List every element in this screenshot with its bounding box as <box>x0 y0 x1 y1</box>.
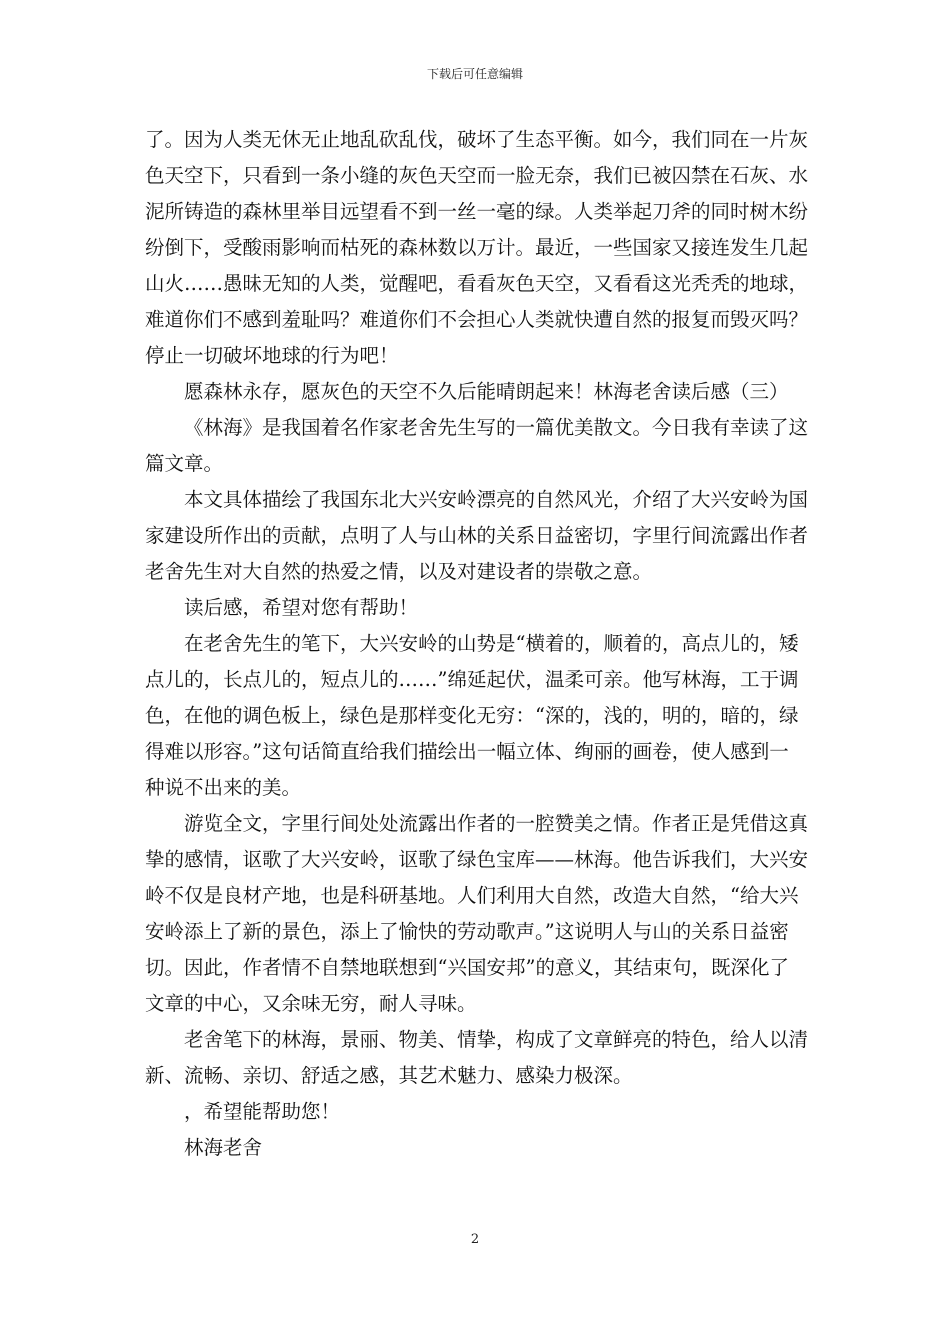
text-line: 新、流畅、亲切、舒适之感，其艺术魅力、感染力极深。 <box>145 1064 633 1087</box>
text-line: 点儿的，长点儿的，短点儿的……”绵延起伏，温柔可亲。他写林海，工于调 <box>145 668 799 691</box>
text-line: ，希望能帮助您！ <box>184 1100 341 1123</box>
text-line: 得难以形容。”这句话简直给我们描绘出一幅立体、绚丽的画卷，使人感到一 <box>145 740 789 763</box>
text-line: 了。因为人类无休无止地乱砍乱伐，破坏了生态平衡。如今，我们同在一片灰 <box>145 128 809 151</box>
text-line: 本文具体描绘了我国东北大兴安岭漂亮的自然风光，介绍了大兴安岭为国 <box>184 488 809 511</box>
text-line: 停止一切破坏地球的行为吧！ <box>145 344 399 367</box>
text-line: 在老舍先生的笔下，大兴安岭的山势是“横着的，顺着的，高点儿的，矮 <box>184 632 799 655</box>
text-line: 岭不仅是良材产地，也是科研基地。人们利用大自然，改造大自然，“给大兴 <box>145 884 799 907</box>
text-line: 难道你们不感到羞耻吗？难道你们不会担心人类就快遭自然的报复而毁灭吗？ <box>145 308 809 331</box>
text-line: 纷倒下，受酸雨影响而枯死的森林数以万计。最近，一些国家又接连发生几起 <box>145 236 809 259</box>
document-body <box>145 122 810 1166</box>
text-line: 安岭添上了新的景色，添上了愉快的劳动歌声。”这说明人与山的关系日益密 <box>145 920 789 943</box>
text-line: 林海老舍 <box>184 1136 263 1159</box>
text-line: 种说不出来的美。 <box>145 776 302 799</box>
text-line: 读后感，希望对您有帮助！ <box>184 596 419 619</box>
page-header: 下载后可任意编辑 <box>426 67 523 81</box>
text-line: 切。因此，作者情不自禁地联想到“兴国安邦”的意义，其结束句，既深化了 <box>145 956 789 979</box>
text-line: 泥所铸造的森林里举目远望看不到一丝一毫的绿。人类举起刀斧的同时树木纷 <box>145 200 809 223</box>
text-line: 愿森林永存，愿灰色的天空不久后能晴朗起来！林海老舍读后感（三） <box>184 380 789 403</box>
text-line: 山火……愚昧无知的人类，觉醒吧，看看灰色天空，又看看这光秃秃的地球， <box>145 272 809 295</box>
text-line: 家建设所作出的贡献，点明了人与山林的关系日益密切，字里行间流露出作者 <box>145 524 809 547</box>
text-line: 老舍笔下的林海，景丽、物美、情挚，构成了文章鲜亮的特色，给人以清 <box>184 1028 809 1051</box>
text-line: 篇文章。 <box>145 452 224 475</box>
text-line: 老舍先生对大自然的热爱之情，以及对建设者的崇敬之意。 <box>145 560 653 583</box>
page-number: 2 <box>470 1232 480 1247</box>
text-line: 色天空下，只看到一条小缝的灰色天空而一脸无奈，我们已被囚禁在石灰、水 <box>145 164 809 187</box>
text-line: 游览全文，字里行间处处流露出作者的一腔赞美之情。作者正是凭借这真 <box>184 812 809 835</box>
text-line: 色，在他的调色板上，绿色是那样变化无穷：“深的，浅的，明的，暗的，绿 <box>145 704 799 727</box>
text-line: 《林海》是我国着名作家老舍先生写的一篇优美散文。今日我有幸读了这 <box>184 416 809 439</box>
text-line: 挚的感情，讴歌了大兴安岭，讴歌了绿色宝库——林海。他告诉我们，大兴安 <box>145 848 809 871</box>
text-line: 文章的中心，又余味无穷，耐人寻味。 <box>145 992 477 1015</box>
